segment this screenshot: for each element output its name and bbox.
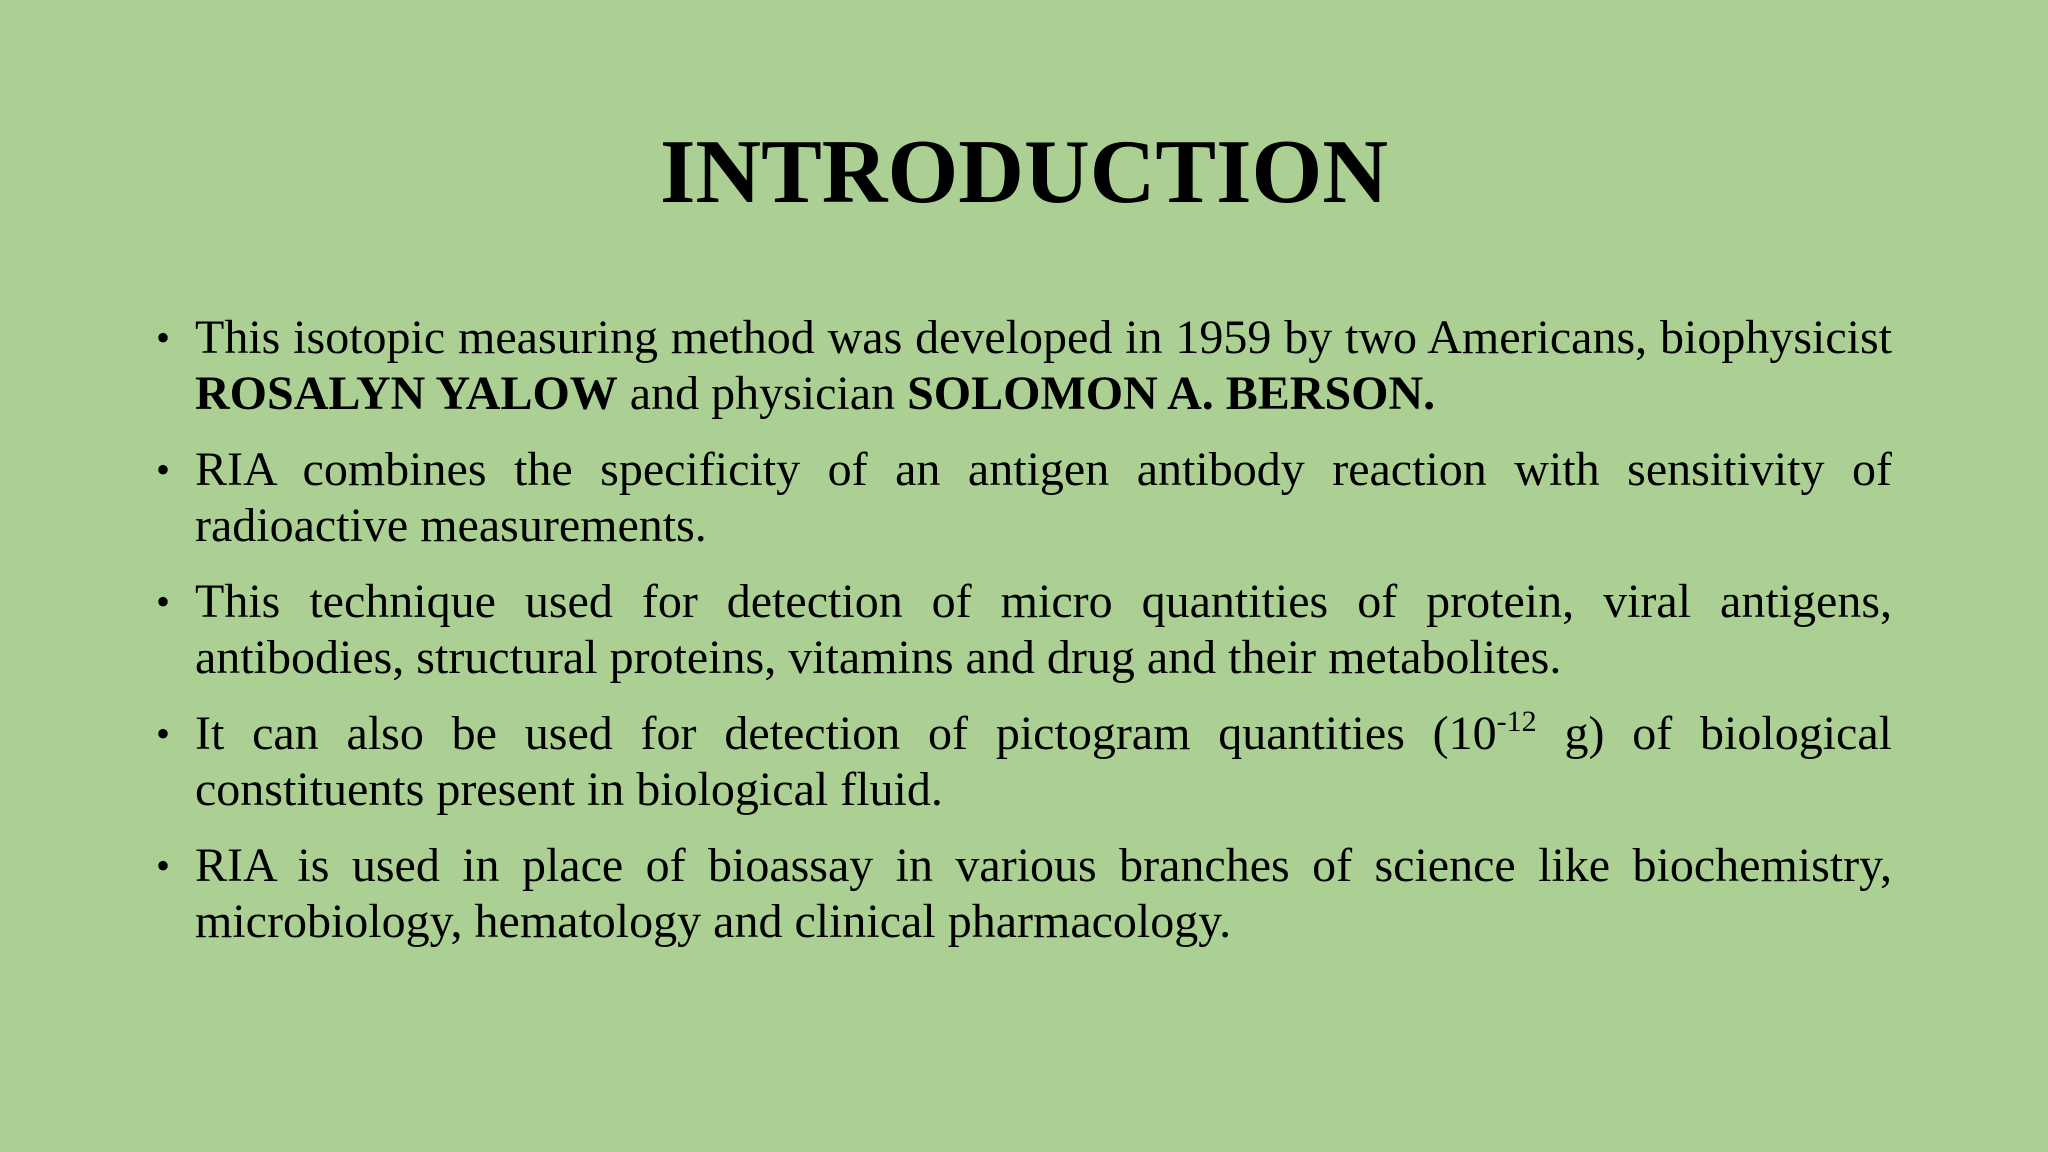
scientist-name-berson: SOLOMON A. BERSON.: [907, 367, 1436, 420]
scientist-name-yalow: ROSALYN YALOW: [195, 367, 618, 420]
bullet-item-3: [156, 574, 1892, 686]
slide-title: INTRODUCTION: [659, 121, 1389, 222]
bullet-text: This technique used for detection of micro quantities of protein, viral antigens, antibodies, structural proteins, vitamins and drug and their metabolites.: [195, 575, 1892, 684]
bullet-item-5: [156, 838, 1892, 950]
bullet-icon: •: [156, 843, 171, 888]
bullet-icon: •: [156, 579, 171, 624]
bullet-list: [156, 310, 1892, 970]
bullet-item-4: [156, 706, 1892, 818]
bullet-text: and physician: [617, 367, 908, 420]
bullet-text: RIA combines the specificity of an antigen antibody reaction with sensitivity of radioactive measurements.: [195, 443, 1892, 552]
bullet-text: g) of biological constituents present in biological fluid.: [195, 707, 1893, 816]
bullet-text: RIA is used in place of bioassay in various branches of science like biochemistry, microbiology, hematology and clinical pharmacology.: [195, 839, 1892, 948]
bullet-icon: •: [156, 447, 171, 492]
bullet-item-1: [156, 310, 1892, 422]
bullet-item-2: [156, 442, 1892, 554]
bullet-text: It can also be used for detection of pictogram quantities (10: [195, 707, 1497, 760]
bullet-icon: •: [156, 711, 171, 756]
exponent-superscript: -12: [1496, 705, 1537, 738]
bullet-text: This isotopic measuring method was developed in 1959 by two Americans, biophysicist: [195, 311, 1892, 364]
bullet-icon: •: [156, 315, 171, 360]
